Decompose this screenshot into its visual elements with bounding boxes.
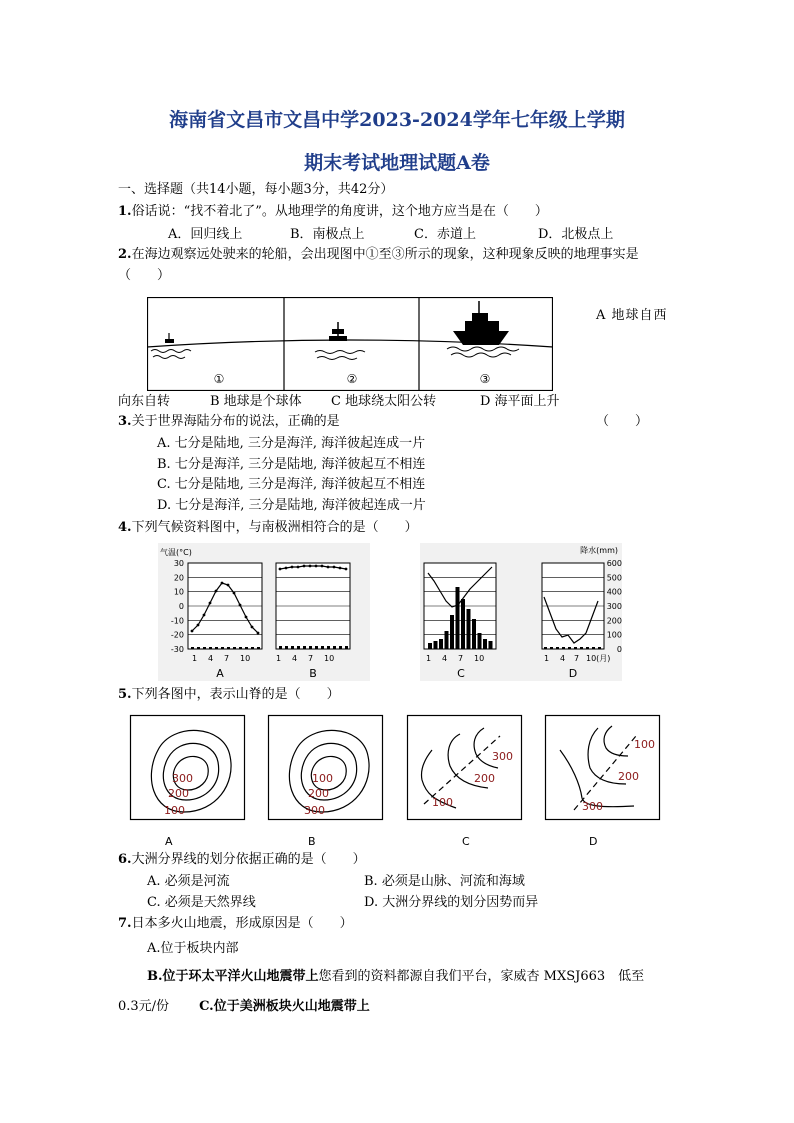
chart-a-temp-point-4 [215, 590, 218, 593]
q3-option-b: B. 七分是海洋, 三分是陆地, 海洋彼起互不相连 [157, 457, 426, 472]
q3-option-c: C. 七分是陆地, 三分是海洋, 海洋彼起互不相连 [157, 477, 426, 492]
q2-option-b: B 地球是个球体 [210, 394, 302, 409]
q7-text: 日本多火山地震，形成原因是（ ） [131, 916, 353, 931]
q1-text: 俗话说：“找不着北了”。从地理学的角度讲，这个地方应当是在（ ） [131, 204, 548, 219]
chart-a-bar-6 [227, 647, 230, 649]
panel-label-3: ③ [479, 372, 491, 386]
chart-a-bar-10 [251, 647, 254, 649]
contour-c-label-2: 200 [474, 772, 495, 785]
chart-a-temp-point-9 [245, 616, 248, 619]
chart-c-bar-5 [456, 587, 460, 649]
precip-tick-1: 500 [606, 573, 622, 583]
q1-stem [118, 203, 548, 221]
q3-option-a: A. 七分是陆地, 三分是海洋, 海洋彼起连成一片 [157, 436, 426, 451]
chart-d-bar-8 [592, 647, 595, 649]
precip-axis-label: 降水(mm) [580, 546, 618, 555]
contour-figures [128, 714, 664, 854]
chart-label-a: A [216, 667, 224, 680]
chart-d-bar-1 [550, 647, 553, 649]
contour-d-label-2: 200 [618, 770, 639, 783]
q7-option-c: C.位于美洲板块火山地震带上 [199, 999, 370, 1014]
chart-c-bar-8 [472, 619, 476, 649]
contour-a-label-2: 200 [168, 787, 189, 800]
month-tick-3-0: 1 [544, 654, 550, 663]
month-tick-1-1: 4 [292, 654, 298, 663]
chart-c-bar-11 [489, 641, 493, 649]
q3-text: 关于世界海陆分布的说法，正确的是 [131, 414, 340, 429]
q5-number: 5. [118, 687, 132, 702]
chart-a-bar-3 [209, 647, 212, 649]
q2-number: 2. [118, 247, 132, 262]
month-tick-0-0: 1 [192, 654, 198, 663]
chart-b-temp-point-8 [327, 566, 330, 569]
q6-option-c: C. 必须是天然界线 [147, 895, 256, 910]
chart-b-bar-8 [327, 646, 330, 649]
q2-option-a-part1: A 地球自西 [596, 308, 668, 323]
temp-tick-2: 10 [173, 587, 184, 597]
chart-b-bar-7 [321, 646, 324, 649]
chart-b-temp-point-4 [303, 565, 306, 568]
q7-option-a: A.位于板块内部 [147, 941, 239, 956]
q6-option-d: D. 大洲分界线的划分因势而异 [364, 895, 539, 910]
q7-option-b: B.位于环太平洋火山地震带上 [147, 969, 319, 984]
q1-number: 1. [118, 204, 132, 219]
temp-tick-4: -10 [170, 616, 184, 626]
chart-b-temp-point-6 [315, 565, 318, 568]
contour-b-label-3: 300 [304, 804, 325, 817]
month-tick-2-1: 4 [442, 654, 448, 663]
chart-a-bar-1 [197, 647, 200, 649]
chart-d-bar-5 [574, 647, 577, 649]
month-tick-3-2: 7 [574, 654, 580, 663]
page-title-line2: 期末考试地理试题A卷 [304, 152, 490, 174]
chart-a-bar-11 [257, 647, 260, 649]
chart-a-bar-0 [191, 647, 194, 649]
chart-a-temp-point-8 [239, 604, 242, 607]
chart-label-c: C [457, 667, 465, 680]
month-tick-1-0: 1 [276, 654, 282, 663]
month-tick-2-2: 7 [458, 654, 464, 663]
q2-option-a-part2: 向东自转 [118, 394, 171, 409]
q7-number: 7. [118, 916, 132, 931]
chart-label-d: D [568, 667, 578, 680]
q7-watermark: 您看到的资料都源自我们平台，家威杏 MXSJ663 低至 [318, 969, 645, 984]
contour-a-label-3: 100 [164, 804, 185, 817]
month-tick-0-3: 10 [240, 654, 251, 663]
precip-tick-3: 300 [606, 602, 622, 611]
month-tick-1-3: 10 [324, 654, 335, 663]
q6-stem [118, 851, 366, 869]
q2-paren: （ ） [118, 268, 171, 283]
chart-a-temp-point-3 [209, 602, 212, 605]
chart-b-temp-point-9 [333, 566, 336, 569]
q2-stem [118, 246, 639, 264]
q2-option-d: D 海平面上升 [480, 394, 560, 409]
chart-d-bar-4 [568, 647, 571, 649]
chart-d-bar-2 [556, 647, 559, 649]
panel-label-1: ① [213, 372, 225, 386]
month-tick-3-1: 4 [560, 654, 566, 663]
q1-option-b: B．南极点上 [290, 227, 365, 242]
q4-number: 4. [118, 520, 132, 535]
q5-stem [118, 686, 340, 704]
month-tick-0-1: 4 [208, 654, 214, 663]
temp-axis-label: 气温(°C) [160, 548, 192, 557]
contour-d-label-1: 100 [634, 738, 655, 751]
chart-c-bar-4 [450, 615, 454, 649]
chart-c-bar-3 [445, 631, 449, 649]
q7-price-line [118, 998, 370, 1016]
chart-a-bar-8 [239, 647, 242, 649]
q4-stem [118, 519, 418, 537]
chart-d-bar-0 [544, 647, 547, 649]
chart-b-temp-point-11 [345, 568, 348, 571]
chart-b-temp-point-2 [291, 566, 294, 569]
precip-tick-6: 0 [616, 645, 622, 654]
chart-b-bar-11 [345, 646, 348, 649]
contour-label-d: D [589, 835, 598, 848]
q6-option-a: A. 必须是河流 [147, 874, 230, 889]
contour-b-label-2: 200 [308, 787, 329, 800]
chart-a-temp-point-1 [197, 624, 200, 627]
q7-price: 0.3元/份 [118, 999, 170, 1014]
chart-d-bar-7 [586, 647, 589, 649]
temp-tick-0: 30 [173, 559, 184, 568]
month-tick-2-3: 10 [474, 654, 485, 663]
chart-c-bar-0 [428, 643, 432, 649]
chart-b-temp-point-3 [297, 566, 300, 569]
q4-text: 下列气候资料图中，与南极洲相符合的是（ ） [131, 520, 418, 535]
chart-b-bar-10 [339, 646, 342, 649]
chart-c-bar-2 [439, 639, 443, 649]
chart-a-bar-7 [233, 647, 236, 649]
chart-c-bar-9 [478, 633, 482, 649]
q2-text: 在海边观察远处驶来的轮船，会出现图中①至③所示的现象，这种现象反映的地理事实是 [131, 247, 639, 262]
temp-tick-6: -30 [170, 645, 184, 654]
chart-a-bar-5 [221, 647, 224, 649]
month-tick-3-unit: 10(月) [586, 654, 611, 663]
chart-b-bar-1 [285, 646, 288, 649]
q6-text: 大洲分界线的划分依据正确的是（ ） [131, 852, 366, 867]
q2-option-c: C 地球绕太阳公转 [331, 394, 437, 409]
contour-label-c: C [462, 835, 470, 848]
temp-tick-1: 20 [173, 573, 184, 583]
precip-tick-5: 100 [606, 630, 622, 640]
chart-d-bar-6 [580, 647, 583, 649]
chart-a-temp-point-0 [191, 630, 194, 633]
chart-a-temp-point-2 [203, 614, 206, 617]
climate-charts [158, 543, 622, 681]
precip-tick-0: 600 [606, 559, 622, 568]
temp-tick-5: -20 [170, 630, 184, 640]
section-heading: 一、选择题（共14小题，每小题3分，共42分） [118, 182, 394, 197]
q3-option-d: D. 七分是海洋, 三分是陆地, 海洋彼起连成一片 [157, 498, 426, 513]
chart-b-temp-point-0 [279, 568, 282, 571]
chart-b-temp-point-10 [339, 567, 342, 570]
chart-b-bar-9 [333, 646, 336, 649]
precip-tick-4: 200 [606, 616, 622, 626]
contour-d-line-1 [604, 726, 628, 756]
chart-label-b: B [309, 667, 317, 680]
month-tick-2-0: 1 [426, 654, 432, 663]
page-title-line1: 海南省文昌市文昌中学2023-2024学年七年级上学期 [169, 109, 625, 131]
chart-b-temp-point-7 [321, 565, 324, 568]
chart-b-bar-3 [297, 646, 300, 649]
contour-c-dashed [424, 736, 500, 804]
chart-b-temp-point-1 [285, 567, 288, 570]
chart-d-bar-3 [562, 647, 565, 649]
chart-b-bar-5 [309, 646, 312, 649]
chart-b-bar-6 [315, 646, 318, 649]
ship-figure [147, 297, 553, 391]
chart-b-temp-point-5 [309, 565, 312, 568]
contour-a-label-1: 300 [172, 772, 193, 785]
q1-option-c: C．赤道上 [414, 227, 476, 242]
contour-b-label-1: 100 [312, 772, 333, 785]
temp-tick-3: 0 [178, 602, 184, 611]
precip-tick-2: 400 [606, 587, 622, 597]
chart-b-bar-4 [303, 646, 306, 649]
q3-number: 3. [118, 414, 132, 429]
q1-option-d: D．北极点上 [538, 227, 614, 242]
q7-option-b-line [147, 968, 644, 986]
contour-d-label-3: 300 [582, 800, 603, 813]
contour-c-label-1: 300 [492, 750, 513, 763]
contour-label-b: B [308, 835, 316, 848]
chart-a-bar-2 [203, 647, 206, 649]
q6-number: 6. [118, 852, 132, 867]
month-tick-1-2: 7 [308, 654, 314, 663]
q3-paren: （ ） [596, 414, 649, 429]
climate-chart-group [158, 543, 622, 681]
chart-a-temp-point-5 [221, 582, 224, 585]
chart-a-bar-4 [215, 647, 218, 649]
chart-c-bar-6 [461, 599, 465, 649]
chart-a-temp-point-7 [233, 592, 236, 595]
chart-b-bar-0 [279, 646, 282, 649]
contour-c-label-3: 100 [432, 796, 453, 809]
chart-c-bar-7 [467, 609, 471, 649]
panel-label-2: ② [346, 372, 358, 386]
q1-option-a: A．回归线上 [168, 227, 243, 242]
month-tick-0-2: 7 [224, 654, 230, 663]
contour-label-a: A [165, 835, 173, 848]
q5-text: 下列各图中，表示山脊的是（ ） [131, 687, 340, 702]
chart-a-temp-point-6 [227, 584, 230, 587]
chart-a-temp-point-10 [251, 626, 254, 629]
chart-c-bar-1 [434, 641, 438, 649]
q7-stem [118, 915, 353, 933]
chart-a-temp-point-11 [257, 632, 260, 635]
chart-a-bar-9 [245, 647, 248, 649]
chart-d-bar-9 [598, 647, 601, 649]
chart-b-bar-2 [291, 646, 294, 649]
chart-c-bar-10 [483, 639, 487, 649]
q6-option-b: B. 必须是山脉、河流和海域 [364, 874, 525, 889]
q3-stem [118, 413, 340, 431]
